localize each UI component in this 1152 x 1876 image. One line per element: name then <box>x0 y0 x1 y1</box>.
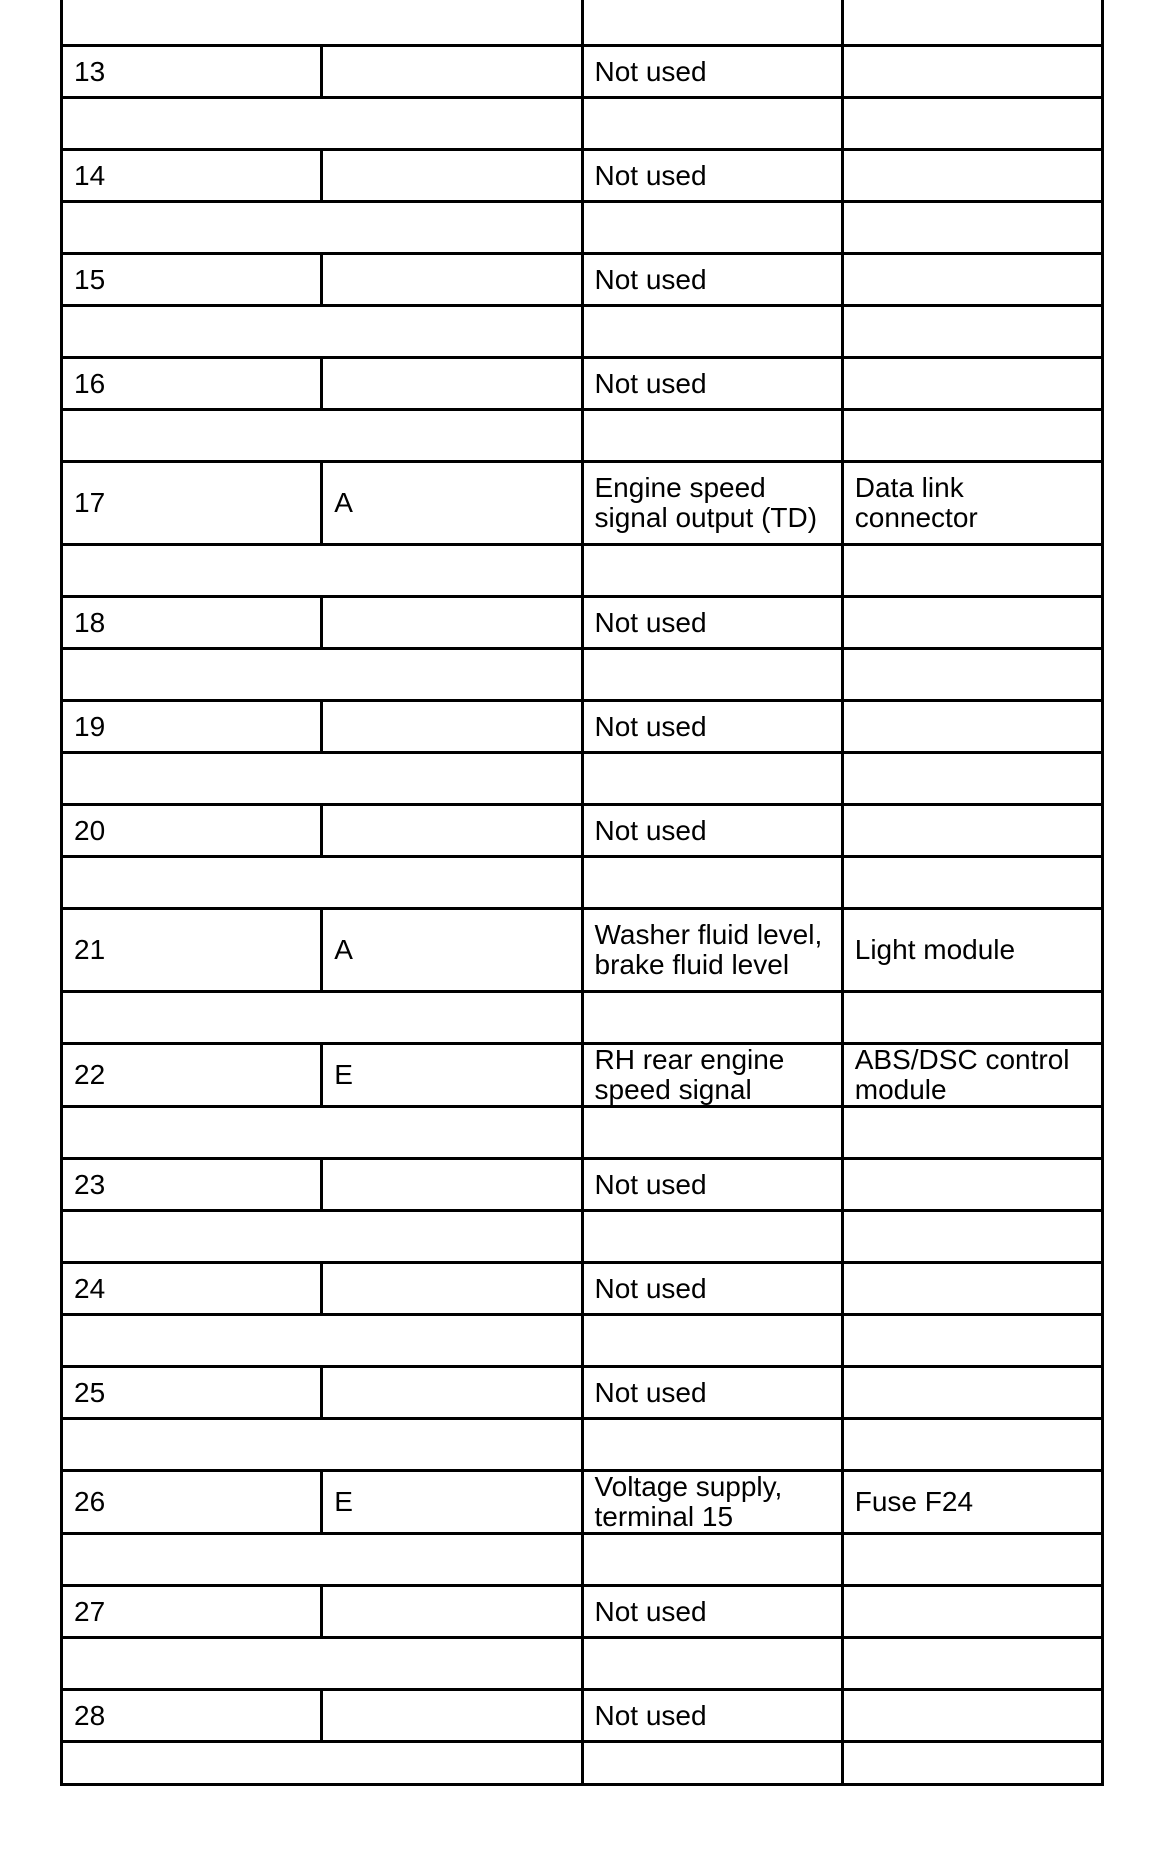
empty-cell <box>842 1534 1102 1586</box>
empty-cell <box>842 857 1102 909</box>
empty-cell <box>842 1419 1102 1471</box>
pin-code <box>322 597 582 649</box>
empty-cell <box>62 753 583 805</box>
empty-cell <box>582 0 842 46</box>
pin-number: 25 <box>62 1367 322 1419</box>
empty-cell <box>842 1315 1102 1367</box>
empty-cell <box>582 992 842 1044</box>
table-row <box>62 597 1103 649</box>
pin-assignment-table <box>60 0 1104 1786</box>
pin-number: 26 <box>62 1471 322 1534</box>
pin-code: A <box>322 462 582 545</box>
pin-code: E <box>322 1471 582 1534</box>
empty-cell <box>842 306 1102 358</box>
empty-cell <box>582 753 842 805</box>
pin-number: 24 <box>62 1263 322 1315</box>
empty-cell <box>582 857 842 909</box>
table-row <box>62 1586 1103 1638</box>
pin-number: 28 <box>62 1690 322 1742</box>
spacer-row <box>62 1419 1103 1471</box>
table-row <box>62 909 1103 992</box>
empty-cell <box>842 992 1102 1044</box>
pin-connection: Data link connector <box>842 462 1102 545</box>
pin-number: 16 <box>62 358 322 410</box>
empty-cell <box>62 992 583 1044</box>
pin-connection <box>842 1690 1102 1742</box>
table-row <box>62 701 1103 753</box>
empty-cell <box>62 649 583 701</box>
pin-description: Washer fluid level, brake fluid level <box>582 909 842 992</box>
empty-cell <box>62 410 583 462</box>
empty-cell <box>62 1211 583 1263</box>
empty-cell <box>62 545 583 597</box>
spacer-row <box>62 649 1103 701</box>
spacer-row <box>62 992 1103 1044</box>
pin-number: 15 <box>62 254 322 306</box>
table-row <box>62 1159 1103 1211</box>
pin-code <box>322 150 582 202</box>
empty-cell <box>582 1107 842 1159</box>
pin-connection <box>842 1586 1102 1638</box>
pin-number: 22 <box>62 1044 322 1107</box>
table-row <box>62 462 1103 545</box>
pin-connection: ABS/DSC control module <box>842 1044 1102 1107</box>
pin-description: Not used <box>582 805 842 857</box>
empty-cell <box>842 0 1102 46</box>
pin-number: 13 <box>62 46 322 98</box>
spacer-row <box>62 1534 1103 1586</box>
empty-cell <box>582 1211 842 1263</box>
pin-number: 17 <box>62 462 322 545</box>
empty-cell <box>62 1107 583 1159</box>
pin-description: Voltage supply, terminal 15 <box>582 1471 842 1534</box>
empty-cell <box>842 753 1102 805</box>
pin-code <box>322 1586 582 1638</box>
pin-code <box>322 805 582 857</box>
spacer-row <box>62 410 1103 462</box>
pin-description: Not used <box>582 1263 842 1315</box>
pin-description: Not used <box>582 1367 842 1419</box>
spacer-row <box>62 1211 1103 1263</box>
pin-connection <box>842 46 1102 98</box>
empty-cell <box>842 1211 1102 1263</box>
pin-code: A <box>322 909 582 992</box>
pin-code <box>322 1263 582 1315</box>
empty-cell <box>582 1638 842 1690</box>
empty-cell <box>842 202 1102 254</box>
pin-code <box>322 1367 582 1419</box>
pin-connection <box>842 358 1102 410</box>
table-row <box>62 1367 1103 1419</box>
pin-connection <box>842 1263 1102 1315</box>
pin-description: Not used <box>582 1690 842 1742</box>
pin-code <box>322 1690 582 1742</box>
spacer-row <box>62 306 1103 358</box>
pin-description: Not used <box>582 597 842 649</box>
table-row <box>62 358 1103 410</box>
pin-number: 20 <box>62 805 322 857</box>
empty-cell <box>582 545 842 597</box>
empty-cell <box>62 857 583 909</box>
pin-connection <box>842 1367 1102 1419</box>
empty-cell <box>62 306 583 358</box>
pin-connection <box>842 254 1102 306</box>
pin-number: 18 <box>62 597 322 649</box>
pin-number: 14 <box>62 150 322 202</box>
spacer-row <box>62 753 1103 805</box>
pin-description: Not used <box>582 701 842 753</box>
empty-cell <box>582 1534 842 1586</box>
pin-number: 27 <box>62 1586 322 1638</box>
pin-connection <box>842 150 1102 202</box>
pin-number: 23 <box>62 1159 322 1211</box>
empty-cell <box>582 649 842 701</box>
pin-description: Not used <box>582 46 842 98</box>
spacer-row <box>62 1742 1103 1785</box>
empty-cell <box>582 1419 842 1471</box>
table-row <box>62 1263 1103 1315</box>
table-row <box>62 805 1103 857</box>
empty-cell <box>582 202 842 254</box>
empty-cell <box>842 649 1102 701</box>
pin-code <box>322 1159 582 1211</box>
pin-code <box>322 701 582 753</box>
empty-cell <box>842 1107 1102 1159</box>
empty-cell <box>62 1742 583 1785</box>
empty-cell <box>62 98 583 150</box>
pin-code <box>322 46 582 98</box>
table-row <box>62 1044 1103 1107</box>
empty-cell <box>842 1638 1102 1690</box>
pin-description: Not used <box>582 150 842 202</box>
pin-connection: Light module <box>842 909 1102 992</box>
empty-cell <box>62 1315 583 1367</box>
pin-connection <box>842 805 1102 857</box>
empty-cell <box>842 410 1102 462</box>
empty-cell <box>842 545 1102 597</box>
table-row <box>62 46 1103 98</box>
pin-description: Not used <box>582 1159 842 1211</box>
empty-cell <box>842 1742 1102 1785</box>
pin-number: 21 <box>62 909 322 992</box>
pin-connection: Fuse F24 <box>842 1471 1102 1534</box>
empty-cell <box>582 410 842 462</box>
table-row <box>62 1690 1103 1742</box>
pin-code <box>322 358 582 410</box>
empty-cell <box>62 1534 583 1586</box>
empty-cell <box>582 1742 842 1785</box>
pin-connection <box>842 597 1102 649</box>
spacer-row <box>62 202 1103 254</box>
pin-description: RH rear engine speed signal <box>582 1044 842 1107</box>
pin-description: Not used <box>582 254 842 306</box>
pin-number: 19 <box>62 701 322 753</box>
spacer-row <box>62 0 1103 46</box>
spacer-row <box>62 857 1103 909</box>
empty-cell <box>842 98 1102 150</box>
spacer-row <box>62 1315 1103 1367</box>
spacer-row <box>62 1107 1103 1159</box>
empty-cell <box>62 1638 583 1690</box>
empty-cell <box>582 306 842 358</box>
pin-connection <box>842 701 1102 753</box>
pin-description: Not used <box>582 1586 842 1638</box>
spacer-row <box>62 545 1103 597</box>
empty-cell <box>62 1419 583 1471</box>
table-row <box>62 254 1103 306</box>
spacer-row <box>62 1638 1103 1690</box>
pin-code: E <box>322 1044 582 1107</box>
spacer-row <box>62 98 1103 150</box>
table-row <box>62 1471 1103 1534</box>
pin-description: Not used <box>582 358 842 410</box>
empty-cell <box>582 1315 842 1367</box>
empty-cell <box>582 98 842 150</box>
pin-connection <box>842 1159 1102 1211</box>
pin-description: Engine speed signal output (TD) <box>582 462 842 545</box>
empty-cell <box>62 202 583 254</box>
table-row <box>62 150 1103 202</box>
empty-cell <box>62 0 583 46</box>
pin-code <box>322 254 582 306</box>
